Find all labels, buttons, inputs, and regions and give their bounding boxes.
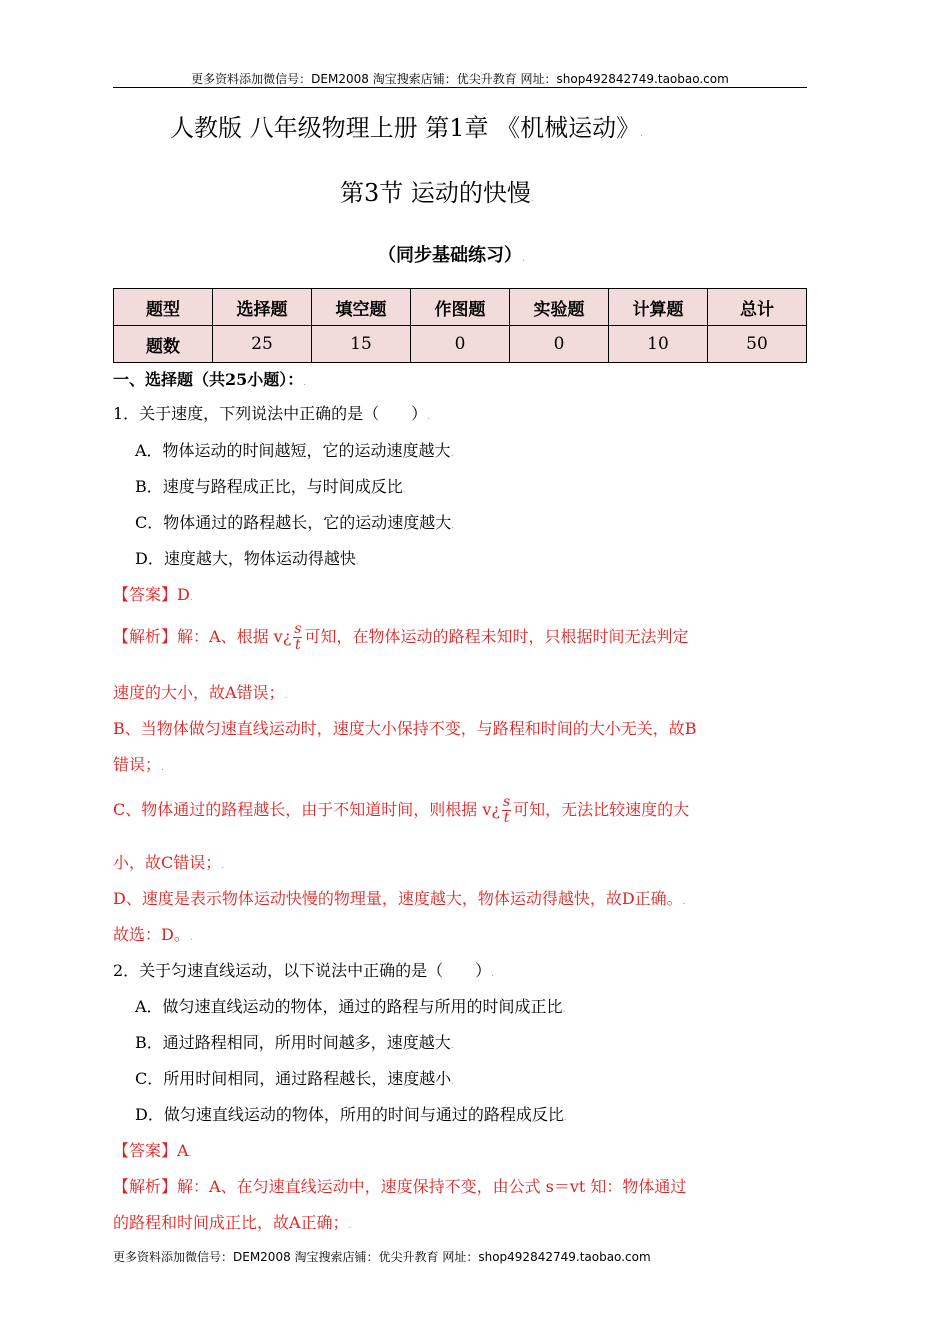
table-header-row xyxy=(114,289,807,326)
subtitle: （同步基础练习）. xyxy=(378,245,525,266)
question-1-analysis-d: D、速度是表示物体运动快慢的物理量，速度越大，物体运动得越快，故D正确。. xyxy=(113,889,686,908)
question-1-option-b: B．速度与路程成正比，与时间成反比. xyxy=(135,477,406,496)
page-header: 更多资料添加微信号：DEM2008 淘宝搜索店铺：优尖升教育 网址：shop492842749.taobao.com xyxy=(191,72,729,86)
header-rule xyxy=(113,87,807,88)
section-heading: 一、选择题（共25小题）：. xyxy=(113,370,307,389)
question-2-stem: 2．关于匀速直线运动，以下说法中正确的是（ ）. xyxy=(113,961,495,980)
question-1-option-a: A．物体运动的时间越短，它的运动速度越大. xyxy=(135,441,454,460)
question-1-analysis-a: 【解析】解：A、根据 v¿ $\frac{s}{t}$ 可知，在物体运动的路程未知时，只根据时间无法判定 xyxy=(113,621,689,653)
question-2-option-a: A．做匀速直线运动的物体，通过的路程与所用的时间成正比. xyxy=(135,997,566,1016)
question-2-option-d: D．做匀速直线运动的物体，所用的时间与通过的路程成反比. xyxy=(135,1105,567,1124)
analysis-label: 【解析】 xyxy=(113,1177,178,1196)
table-cell: 15 xyxy=(312,326,411,363)
question-1-analysis-a-cont: 速度的大小，故A错误；. xyxy=(113,683,288,702)
table-cell: 总计 xyxy=(708,289,807,326)
question-1-analysis-c-cont: 小，故C错误；. xyxy=(113,853,225,872)
speed-formula-fraction: $\frac{s}{t}$ xyxy=(294,621,302,653)
question-2-analysis-a: 【解析】解：A、在匀速直线运动中，速度保持不变，由公式 s＝vt 知：物体通过 xyxy=(113,1177,687,1196)
question-2-option-b: B．通过路程相同，所用时间越多，速度越大. xyxy=(135,1033,454,1052)
question-1-option-c: C．物体通过的路程越长，它的运动速度越大. xyxy=(135,513,455,532)
question-2-answer: 【答案】A. xyxy=(113,1141,192,1160)
table-cell: 计算题 xyxy=(609,289,708,326)
question-1-option-d: D．速度越大，物体运动得越快. xyxy=(135,549,359,568)
analysis-label: 【解析】 xyxy=(113,627,178,646)
speed-formula-fraction: $\frac{s}{t}$ xyxy=(502,794,511,826)
table-cell: 25 xyxy=(213,326,312,363)
table-cell: 填空题 xyxy=(312,289,411,326)
question-1-analysis-b-cont: 错误；. xyxy=(113,755,164,774)
question-1-analysis-b: B、当物体做匀速直线运动时，速度大小保持不变，与路程和时间的大小无关，故B xyxy=(113,719,697,738)
table-cell: 10 xyxy=(609,326,708,363)
table-row xyxy=(114,326,807,363)
question-stats-table xyxy=(113,288,807,363)
table-cell: 作图题 xyxy=(411,289,510,326)
table-cell: 题型 xyxy=(114,289,213,326)
table-cell: 50 xyxy=(708,326,807,363)
page-footer: 更多资料添加微信号：DEM2008 淘宝搜索店铺：优尖升教育 网址：shop492842749.taobao.com xyxy=(113,1250,651,1264)
question-1-choice: 故选：D。. xyxy=(113,925,193,944)
main-title: 人教版 八年级物理上册 第1章 《机械运动》. xyxy=(170,114,644,142)
question-1-answer: 【答案】D. xyxy=(113,585,193,604)
table-cell: 实验题 xyxy=(510,289,609,326)
table-cell: 0 xyxy=(411,326,510,363)
section-title: 第3节 运动的快慢. xyxy=(340,179,534,207)
question-1-stem: 1．关于速度，下列说法中正确的是（ ）. xyxy=(113,404,431,423)
question-2-option-c: C．所用时间相同，通过路程越长，速度越小. xyxy=(135,1069,455,1088)
question-1-analysis-c: C、物体通过的路程越长，由于不知道时间，则根据 v¿ $\frac{s}{t}$ 可知，无法比较速度的大 xyxy=(113,794,690,826)
table-cell: 题数 xyxy=(114,326,213,363)
question-2-analysis-a-cont: 的路程和时间成正比，故A正确；. xyxy=(113,1213,352,1232)
table-cell: 0 xyxy=(510,326,609,363)
table-cell: 选择题 xyxy=(213,289,312,326)
